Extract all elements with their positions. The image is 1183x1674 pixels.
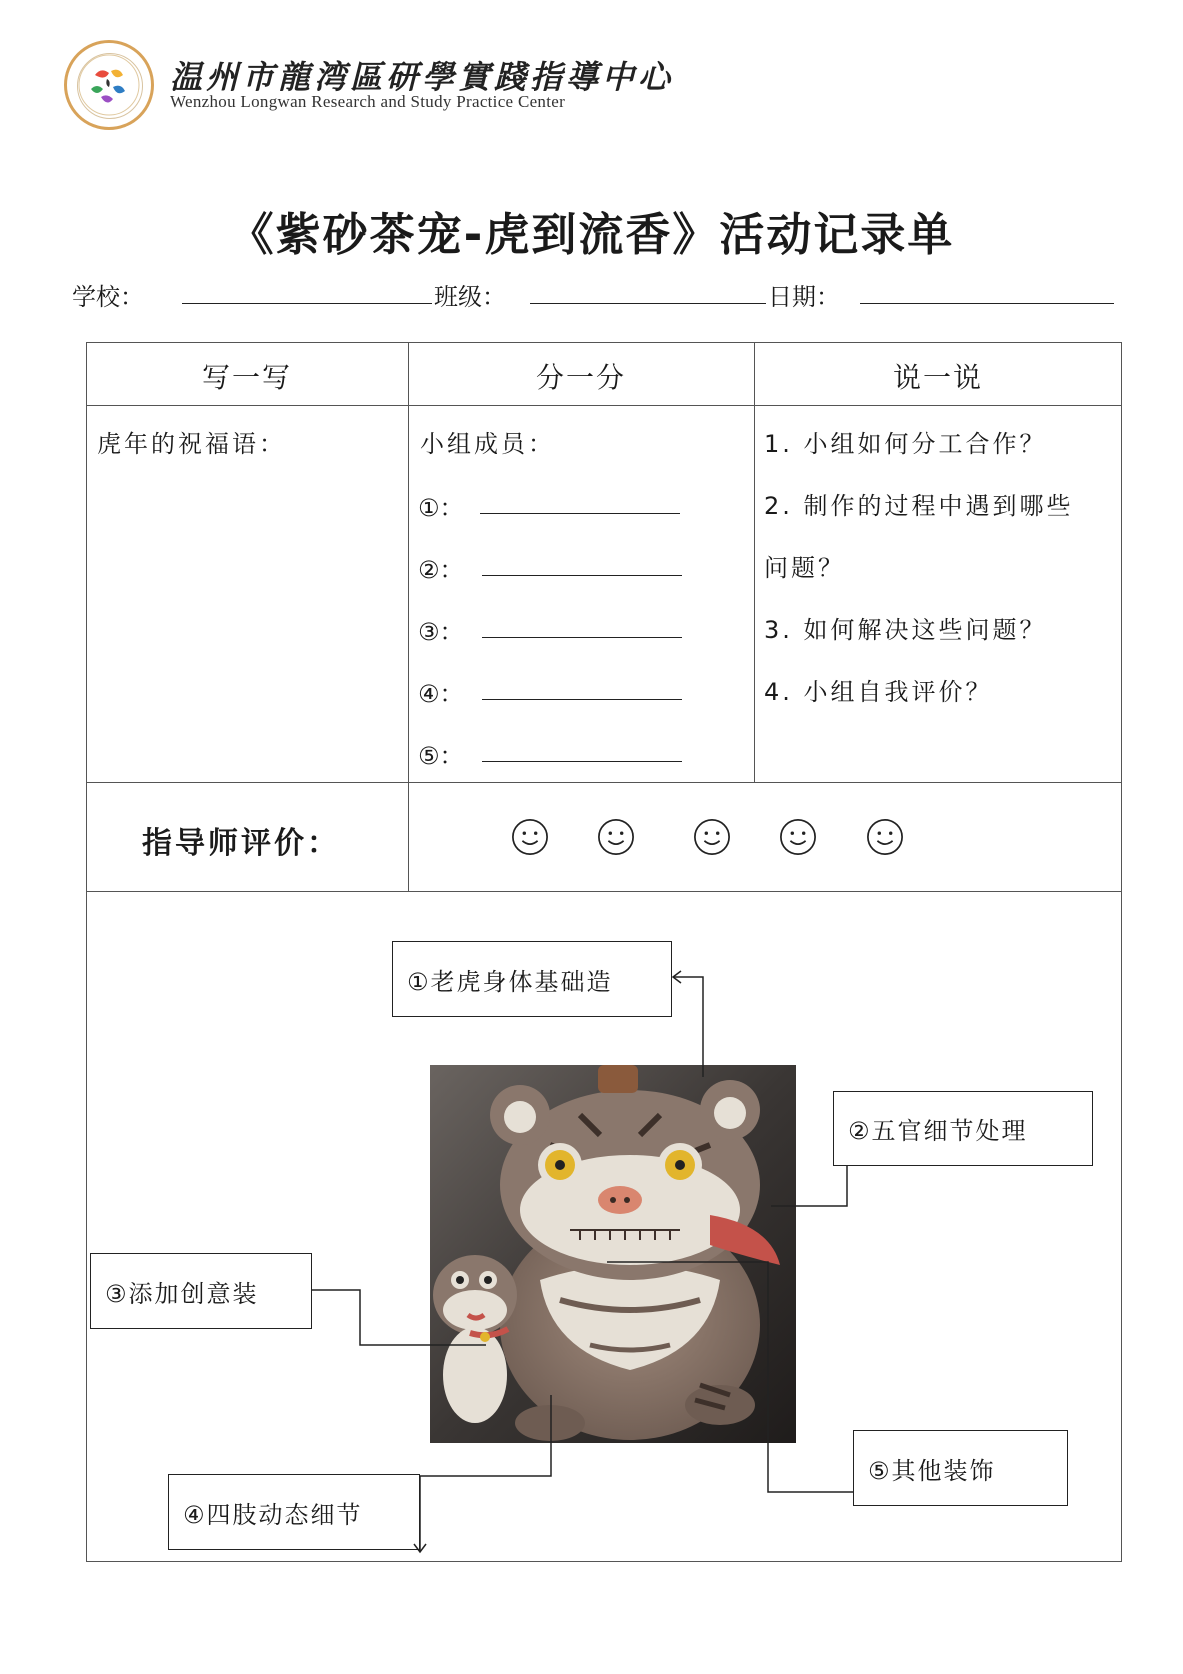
- question-2: 2. 制作的过程中遇到哪些: [764, 492, 1074, 520]
- callout-body-base: ①老虎身体基础造: [392, 941, 672, 1017]
- header-discuss: 说一说: [892, 361, 983, 394]
- school-label: 学校：: [72, 283, 144, 311]
- member-5-label: ⑤：: [418, 742, 464, 770]
- question-1: 1. 小组如何分工合作？: [764, 430, 1047, 458]
- org-name-cn: 温州市龍湾區研學實踐指導中心: [170, 58, 675, 96]
- org-name-en: Wenzhou Longwan Research and Study Practice Center: [170, 92, 566, 111]
- members-label: 小组成员：: [420, 430, 555, 458]
- class-label: 班级：: [434, 283, 506, 311]
- question-3: 3. 如何解决这些问题？: [764, 616, 1047, 644]
- callout-other-decoration: ⑤其他装饰: [853, 1430, 1068, 1506]
- page-title: 《紫砂茶宠-虎到流香》活动记录单: [228, 208, 955, 261]
- date-label: 日期：: [768, 283, 840, 311]
- evaluation-label: 指导师评价：: [142, 826, 340, 861]
- callout-facial-details: ②五官细节处理: [833, 1091, 1093, 1166]
- member-4-label: ④：: [418, 680, 464, 708]
- member-2-label: ②：: [418, 556, 464, 584]
- header-write: 写一写: [201, 361, 292, 394]
- member-1-label: ①：: [418, 494, 464, 522]
- callout-limb-details: ④四肢动态细节: [168, 1474, 420, 1550]
- header-group: 分一分: [535, 361, 626, 394]
- question-4: 4. 小组自我评价？: [764, 678, 993, 706]
- question-2-cont: 问题？: [764, 554, 845, 582]
- member-3-label: ③：: [418, 618, 464, 646]
- blessing-prompt: 虎年的祝福语：: [97, 430, 286, 458]
- callout-creative-decoration: ③添加创意装: [90, 1253, 312, 1329]
